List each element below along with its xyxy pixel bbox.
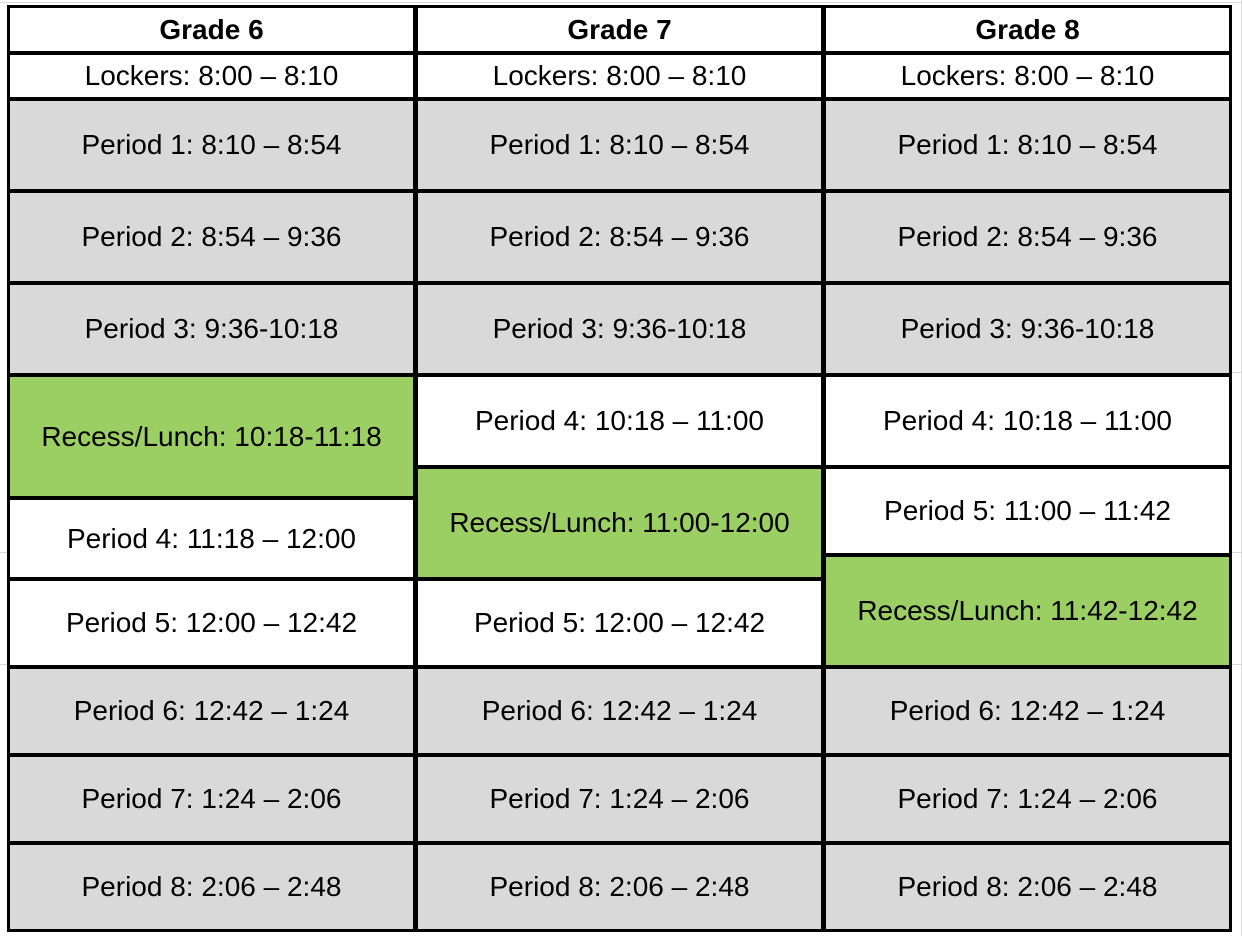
schedule-table	[7, 5, 1232, 932]
schedule-cell[interactable]: Period 5: 11:00 – 11:42	[826, 469, 1229, 553]
schedule-cell[interactable]: Recess/Lunch: 11:00-12:00	[418, 469, 821, 577]
schedule-cell[interactable]: Period 4: 10:18 – 11:00	[418, 377, 821, 465]
schedule-cell[interactable]: Period 2: 8:54 – 9:36	[826, 193, 1229, 281]
schedule-cell[interactable]: Period 1: 8:10 – 8:54	[826, 101, 1229, 189]
schedule-cell[interactable]: Lockers: 8:00 – 8:10	[10, 55, 413, 97]
schedule-cell[interactable]: Period 5: 12:00 – 12:42	[10, 581, 413, 665]
schedule-cell[interactable]: Period 4: 11:18 – 12:00	[10, 500, 413, 577]
schedule-cell[interactable]: Period 7: 1:24 – 2:06	[418, 757, 821, 841]
schedule-cell[interactable]: Period 5: 12:00 – 12:42	[418, 581, 821, 665]
schedule-cell[interactable]: Period 2: 8:54 – 9:36	[10, 193, 413, 281]
gridline	[0, 2, 1242, 3]
schedule-cell[interactable]: Recess/Lunch: 11:42-12:42	[826, 557, 1229, 665]
column-header-grade-6[interactable]: Grade 6	[10, 8, 413, 51]
schedule-cell[interactable]: Lockers: 8:00 – 8:10	[418, 55, 821, 97]
schedule-cell[interactable]: Lockers: 8:00 – 8:10	[826, 55, 1229, 97]
schedule-cell[interactable]: Period 7: 1:24 – 2:06	[826, 757, 1229, 841]
schedule-cell[interactable]: Period 8: 2:06 – 2:48	[418, 845, 821, 929]
schedule-cell[interactable]: Recess/Lunch: 10:18-11:18	[10, 377, 413, 496]
gridline	[1232, 664, 1242, 665]
schedule-cell[interactable]: Period 8: 2:06 – 2:48	[826, 845, 1229, 929]
schedule-cell[interactable]: Period 2: 8:54 – 9:36	[418, 193, 821, 281]
schedule-cell[interactable]: Period 3: 9:36-10:18	[10, 285, 413, 373]
column-header-grade-8[interactable]: Grade 8	[826, 8, 1229, 51]
schedule-cell[interactable]: Period 6: 12:42 – 1:24	[826, 669, 1229, 753]
schedule-cell[interactable]: Period 7: 1:24 – 2:06	[10, 757, 413, 841]
column-header-grade-7[interactable]: Grade 7	[418, 8, 821, 51]
schedule-cell[interactable]: Period 6: 12:42 – 1:24	[10, 669, 413, 753]
gridline	[1232, 552, 1242, 553]
schedule-cell[interactable]: Period 1: 8:10 – 8:54	[418, 101, 821, 189]
schedule-cell[interactable]: Period 4: 10:18 – 11:00	[826, 377, 1229, 465]
schedule-cell[interactable]: Period 1: 8:10 – 8:54	[10, 101, 413, 189]
schedule-cell[interactable]: Period 3: 9:36-10:18	[418, 285, 821, 373]
gridline	[1232, 372, 1242, 373]
schedule-cell[interactable]: Period 8: 2:06 – 2:48	[10, 845, 413, 929]
schedule-cell[interactable]: Period 3: 9:36-10:18	[826, 285, 1229, 373]
schedule-cell[interactable]: Period 6: 12:42 – 1:24	[418, 669, 821, 753]
